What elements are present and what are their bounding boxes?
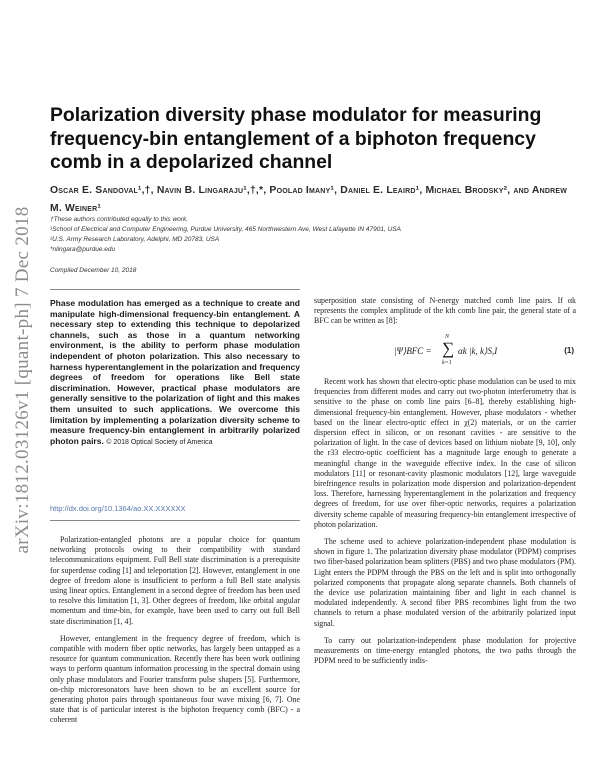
abstract-text: Phase modulation has emerged as a technique to create and manipulate high-dimensional frequency-bin entanglement. A necessary step to extending this technique to depolarized channels, such as those in a quantum networking environment, is the ability to perform phase modulation independent of photon polarization. This also necessary to harness hyperentanglement in the polarization and frequency degrees of freedom for operations like Bell state discrimination. However, practical phase modulators are generally sensitive to the polarization of light and this makes them unsuited to such applications. We overcome this limitation by implementing a polarization diversity scheme to measure frequency-bin entanglement in arbitrarily polarized photon pairs. [50,298,300,446]
left-column [50,535,300,726]
copyright-notice: © 2018 Optical Society of America [106,438,213,446]
arxiv-stamp: arXiv:1812.03126v1 [quant-ph] 7 Dec 2018 [12,206,33,554]
paragraph: The scheme used to achieve polarization-independent phase modulation is shown in figure 1. The polarization diversity phase modulator (PDPM) comprises two fiber-based polarization beam splitters (PBS) and two phase modulators (PM). Light enters the PDPM through the PBS on the left and is split into orthogonally polarized components that propagate along separate channels. Both channels of the device use polarization maintaining fiber and light in each channel is modulated independently. A second fiber PBS recombines light from the two channels to return a phase modulated version of the arbitrarily polarized input signal. [314,537,576,628]
author-list: Oscar E. Sandoval¹,†, Navin B. Lingaraju¹,†,*, Poolad Imany¹, Daniel E. Leaird¹, Michael Brodsky², and Andrew M. Weiner¹ [50,185,568,214]
right-column-intro [314,296,576,327]
affiliation-purdue: ¹School of Electrical and Computer Engineering, Purdue University, 465 Northwestern Ave, West Lafayette IN 47901, USA [50,226,401,233]
doi-link[interactable]: http://dx.doi.org/10.1364/ao.XX.XXXXXX [50,504,186,513]
right-column [314,377,576,666]
affiliations [50,215,570,255]
abstract-bottom-rule [50,520,300,521]
sum-lower-limit: k=1 [442,360,452,366]
abstract-top-rule [50,289,300,290]
equation-number: (1) [564,346,574,355]
paragraph: However, entanglement in the frequency degree of freedom, which is compatible with modern fiber optic networks, has largely been untapped as a resource for quantum communication. Recently there has been work outlining ways to perform quantum information processing in the spectral domain using only phase modulators and Fourier transform pulse shapers [5]. Furthermore, on-chip microresonators have been shown to be an excellent source for generating photon pairs through spontaneous four wave mixing [6, 7]. One state that is of particular interest is the biphoton frequency comb (BFC) - a coherent [50,633,300,725]
paragraph: superposition state consisting of N-energy matched comb line pairs. If αk represents the complex amplitude of the kth comb line pair, the general state of a BFC can be written as [8]: [314,296,576,326]
paragraph: Polarization-entangled photons are a popular choice for quantum networking protocols owing to their compatibility with standard telecommunications equipment. Full Bell state discrimination is a prerequisite for superdense coding [1] and teleportation [2]. However, entanglement in one degree of freedom alone is insufficient to perform a full Bell state analysis using linear optics. Entanglement in a second degree of freedom has been used to resolve this limitation [1, 3]. Other degrees of freedom, like orbital angular momentum and time-bin, for example, have been used to carry out full Bell state discrimination [1, 4]. [50,535,300,626]
equation-lhs: |Ψ⟩BFC = [394,346,432,356]
summation-symbol: ∑ [442,339,455,358]
equation-1 [314,334,576,370]
sum-upper-limit: N [445,334,450,340]
paper-title: Polarization diversity phase modulator for measuring frequency-bin entanglement of a biphoton frequency comb in a depolarized channel [50,104,542,173]
affiliation-note: †These authors contributed equally to this work. [50,216,189,223]
abstract [50,298,300,448]
compiled-date: Compiled December 10, 2018 [50,267,137,274]
equation-rhs: αk |k, k⟩S,I [458,346,498,356]
affiliation-arl: ²U.S. Army Research Laboratory, Adelphi, MD 20783, USA [50,236,220,243]
paragraph: To carry out polarization-independent phase modulation for projective measurements on time-energy entangled photons, the two paths through the PDPM need to be sufficiently indis- [314,635,576,666]
corresponding-email[interactable]: *nlingara@purdue.edu [50,246,116,253]
paragraph: Recent work has shown that electro-optic phase modulation can be used to mix frequencies from different modes and carry out two-photon interferometry that is sensitive to the phase on comb line pairs [6–8], thereby establishing high-dimensional frequency-bin entanglement. However, phase modulators - whether based on the linear electro-optic effect in χ(2) materials, or on the carrier dispersion effect in silicon, or on resonant cavities - are sensitive to the polarization of light. In the case of devices based on lithium niobate [9, 10], only the r33 electro-optic coefficient has a magnitude large enough to generate a meaningful change in the waveguide effective index. In the case of silicon modulators [11] or resonant-cavity plasmonic modulators [12], large waveguide birefringence results in polarization mode dispersion and polarization-dependent loss. Therefore, harnessing hyperentanglement in the polarization and frequency degrees of freedom, for use over fiber-optic networks, requires a polarization diversity scheme capable of measuring frequency-bin entanglement irrespective of photon polarization. [314,377,576,529]
